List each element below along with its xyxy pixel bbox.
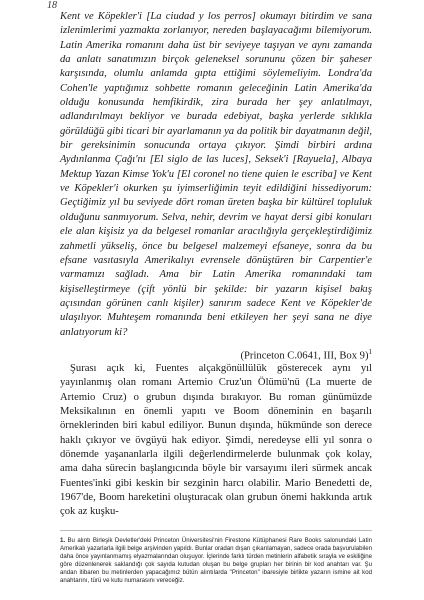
footnote-divider [60,530,372,531]
footnote [60,537,372,586]
quoted-letter: Kent ve Köpekler'i [La ciudad y los perros] okumayı bitirdim ve sana izlenimlerimi yazmakta zorlanıyor, nereden başlayacağımı bilemiyorum. Latin Amerika romanını daha üst bir seviyeye taşıyan ve aynı zamanda da anlatı sanatımızın birçok geleneksel sorununu çözen bir şaheser karşısında, olumlu anlamda gıpta ettiğimi söylemeliyim. Londra'da Cohen'le yaptığımız sohbette romanın geleceğinin Latin Amerika'da olduğu konusunda hemfikirdik, zira burada her şey anlatılmayı, adlandırılmayı bekliyor ve burada edebiyat, başka yerlerde sıklıkla görüldüğü gibi ticari bir ayarlamanın ya da politik bir dayatmanın değil, bir gereksinimin sonucunda ortaya çıkıyor. Şimdi birbiri ardına Aydınlanma Çağı'nı [El siglo de las luces], Seksek'i [Rayuela], Albaya Mektup Yazan Kimse Yok'u [El coronel no tiene quien le escriba] ve Kent ve Köpekler'i okurken şu iyimserliğimin teyit edildiğini hissediyorum: Geçtiğimiz yıl bu seviyede dört roman üreten başka bir kültürel topluluk olduğunu sanmıyorum. Selva, nehir, devrim ve hayat dersi gibi konuları ele alan kişisiz ya da belgesel romanlar aracılığıyla gerçekleştirdiğimiz zahmetli yükseliş, önce bu belgesel malzemeyi efsaneye, sonra da bu efsane vasıtasıyla Amerikalıyı evrensele dönüştüren bir Carpentier'e varmamızı sağladı. Ama bir Latin Amerika romanındaki tam kişiselleştirmeye (çift yönlü bir şekilde: bir yazarın kişisel bakış açısından görünen canlı kişiler) sanırım sadece Kent ve Köpekler'de ulaşılıyor. Muhteşem romanında beni etkileyen her şeyi sana ne diye anlatıyorum ki? [60,11,372,338]
citation-text: (Princeton C.0641, III, Box 9) [240,350,369,362]
page-number: 18 [47,0,57,11]
footnote-reference: 1 [368,348,372,356]
body-paragraph: Şurası açık ki, Fuentes alçakgönüllülük gösterecek aynı yıl yayınlanmış olan romanı Artemio Cruz'un Ölümü'nü (La muerte de Artemio Cruz) o grubun dışında bırakıyor. Bu roman günümüzde Meksikalının en önemli yapıtı ve Boom döneminin en başarılı örneklerinden biri kabul ediliyor. Bunun dışında, hükmünde son derece haklı çıkıyor ve övgüyü hak ediyor. Şimdi, neredeyse elli yıl sonra o dönemde yaşananlarla ilgili değerlendirmelerde bulunmak çok kolay, ama daha sürecin başlangıcında böyle bir varsayımı ileri sürmek ancak Fuentes'inki gibi keskin bir sezginin harcı olabilir. Mario Benedetti de, 1967'de, Boom hareketini oluşturacak olan grubun önemi hakkında artık çok az kuşku- [60,363,372,518]
footnote-text: Bu alıntı Birleşik Devletler'deki Princeton Üniversitesi'nin Firestone Kütüphanesi Rare Books salonundaki Latin Amerikalı yazarlarla ilgili belge arşivinden yapıldı. Bunlar oradan dışarı çıkarılamayan, sadece orada başvurulabilen daha önce yayınlanmamış elyazmalarından oluşuyor. İçlerinde farklı türden metinlerin alfabetik sırayla ve eskiliğine göre düzenlenerek saklandığı çok sayıda kutudan oluşan bu belge grupları her birinin bir kod anahtarı var. Şu andan itibaren bu metinlerden yapacağımız bütün alıntılarda "Princeton" ibaresiyle birlikte yazarın ismine ait kod anahtarını, türü ve kutu numarasını vereceğiz. [60,537,373,585]
footnote-number: 1. [60,537,66,544]
citation [241,345,373,364]
